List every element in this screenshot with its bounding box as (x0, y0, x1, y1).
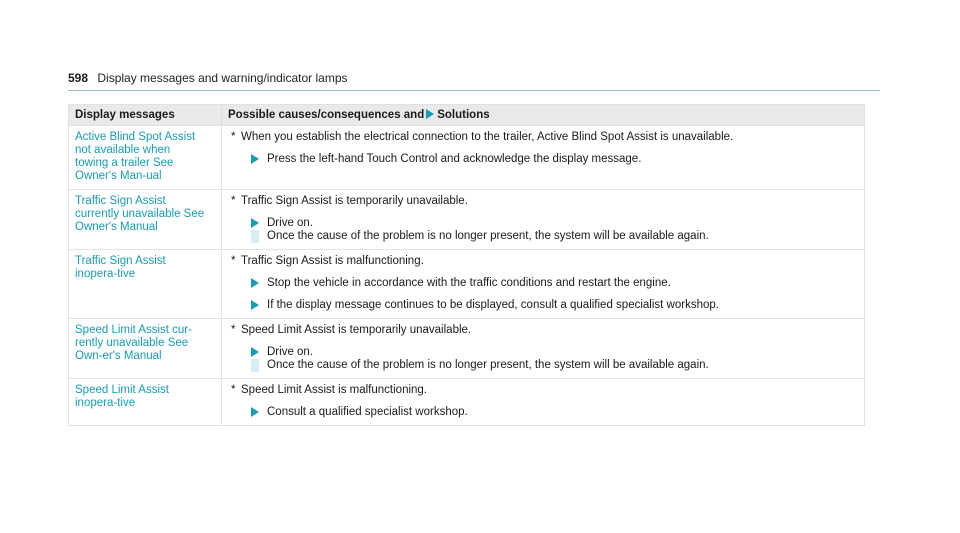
column-header-causes-prefix: Possible causes/consequences and (228, 109, 425, 121)
cause-item: * Traffic Sign Assist is malfunctioning. (231, 255, 424, 267)
cause-cell (222, 250, 865, 319)
step-text: Stop the vehicle in accordance with the traffic conditions and restart the engine. (267, 277, 671, 289)
play-arrow-icon (251, 154, 259, 164)
message-text: Traffic Sign Assist currently unavailable See Owner's Manual (75, 195, 205, 233)
play-arrow-icon (251, 407, 259, 417)
step-text: Consult a qualified specialist workshop. (267, 406, 468, 418)
play-arrow-icon (251, 217, 259, 243)
play-arrow-icon (251, 346, 259, 372)
solution-step (228, 217, 858, 243)
display-message (69, 319, 222, 379)
page-title: Display messages and warning/indicator lamps (97, 71, 348, 85)
message-text: Active Blind Spot Assist not available when towing a trailer See Owner's Man-ual (75, 131, 196, 182)
page-header (68, 70, 880, 91)
page-number: 598 (68, 71, 89, 85)
display-message (69, 190, 222, 250)
message-text: Traffic Sign Assist inopera-tive (75, 255, 166, 280)
cause-text: Traffic Sign Assist is malfunctioning. (241, 255, 424, 267)
cause-item: * Speed Limit Assist is temporarily unavailable. (231, 324, 472, 336)
cause-cell (222, 319, 865, 379)
step-text: Press the left-hand Touch Control and acknowledge the display message. (267, 153, 642, 165)
step-text: Drive on. (267, 217, 314, 229)
display-message (69, 379, 222, 426)
solution-step (228, 277, 858, 290)
table-row (69, 379, 865, 426)
cause-item: * Traffic Sign Assist is temporarily unavailable. (231, 195, 468, 207)
solution-step (228, 406, 858, 419)
cause-text: When you establish the electrical connection to the trailer, Active Blind Spot Assist is unavailable. (241, 131, 734, 143)
table-row (69, 126, 865, 190)
step-text: If the display message continues to be displayed, consult a qualified specialist workshop. (267, 299, 719, 311)
table-row (69, 250, 865, 319)
play-arrow-icon (426, 109, 434, 119)
play-arrow-icon (251, 278, 259, 288)
display-messages-table (68, 104, 865, 426)
table-header-row (69, 105, 865, 126)
column-header-causes-suffix: Solutions (437, 109, 490, 121)
cause-cell (222, 379, 865, 426)
solution-step (228, 346, 858, 372)
cause-text: Speed Limit Assist is malfunctioning. (241, 384, 428, 396)
table-row (69, 319, 865, 379)
cause-text: Traffic Sign Assist is temporarily unavailable. (241, 195, 468, 207)
cause-text: Speed Limit Assist is temporarily unavailable. (241, 324, 472, 336)
message-text: Speed Limit Assist inopera-tive (75, 384, 169, 409)
column-header-causes (222, 105, 865, 126)
message-text: Speed Limit Assist cur-rently unavailable See Own-er's Manual (75, 324, 192, 362)
step-text: Drive on. (267, 346, 314, 358)
table-row (69, 190, 865, 250)
cause-item: * Speed Limit Assist is malfunctioning. (231, 384, 428, 396)
display-message (69, 126, 222, 190)
step-text-continued: Once the cause of the problem is no longer present, the system will be available again. (267, 230, 709, 242)
column-header-messages: Display messages (69, 105, 222, 126)
solution-step (228, 153, 858, 166)
display-message (69, 250, 222, 319)
cause-cell (222, 126, 865, 190)
cause-cell (222, 190, 865, 250)
step-text-continued: Once the cause of the problem is no longer present, the system will be available again. (267, 359, 709, 371)
cause-item: * When you establish the electrical connection to the trailer, Active Blind Spot Assist is unavailable. (231, 131, 734, 143)
solution-step (228, 299, 858, 312)
play-arrow-icon (251, 300, 259, 310)
